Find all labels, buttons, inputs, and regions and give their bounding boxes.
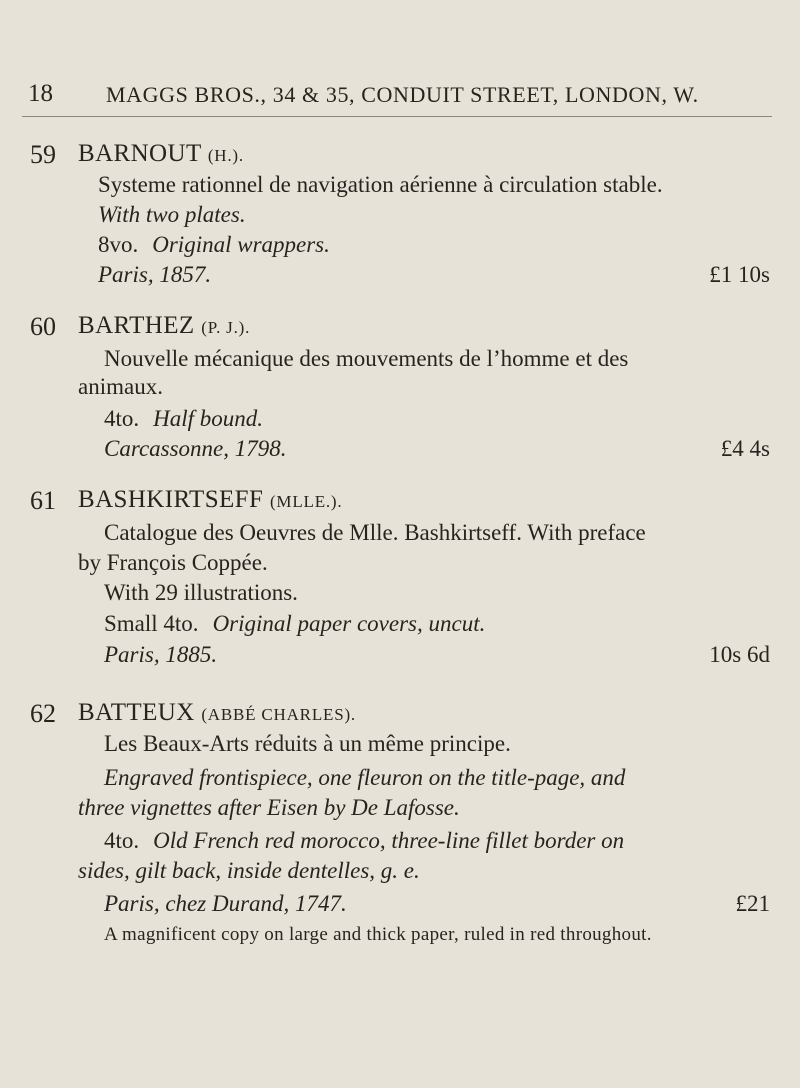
price: £1 10s xyxy=(709,262,770,287)
imprint: Paris, chez Durand, 1747. xyxy=(104,891,347,916)
author-qualifier: (P. J.). xyxy=(201,318,251,337)
imprint: Carcassonne, 1798. xyxy=(104,436,287,461)
description-line: Engraved frontispiece, one fleuron on the title-page, and xyxy=(104,765,626,790)
lot-number: 60 xyxy=(30,312,56,341)
lot-number: 61 xyxy=(30,486,56,515)
page-header xyxy=(28,80,768,114)
format: 4to. xyxy=(104,828,140,853)
header-rule xyxy=(22,116,772,117)
format: Small 4to. xyxy=(104,611,199,636)
imprint: Paris, 1885. xyxy=(104,642,218,667)
price: £21 xyxy=(735,891,770,916)
author-name xyxy=(78,699,356,727)
binding: Original paper covers, uncut. xyxy=(212,611,486,636)
title-line: Les Beaux-Arts réduits à un même principe. xyxy=(104,731,511,756)
title-line: Systeme rationnel de navigation aérienne à circulation stable. xyxy=(98,172,663,197)
format-binding-line xyxy=(104,611,485,637)
lot-number: 59 xyxy=(30,140,56,169)
title-line: Nouvelle mécanique des mouvements de l’homme et des xyxy=(104,346,629,371)
author-surname: BATTEUX xyxy=(78,699,195,726)
author-qualifier: (ABBÉ CHARLES). xyxy=(201,705,356,724)
format-binding-line xyxy=(98,232,330,258)
lot-number: 62 xyxy=(30,699,56,728)
author-surname: BARTHEZ xyxy=(78,312,195,339)
author-surname: BASHKIRTSEFF xyxy=(78,486,264,513)
author-name xyxy=(78,140,244,168)
author-qualifier: (H.). xyxy=(207,146,244,165)
format-binding-line xyxy=(104,406,263,432)
description-line: With two plates. xyxy=(98,202,246,227)
running-head: MAGGS BROS., 34 & 35, CONDUIT STREET, LONDON, W. xyxy=(106,82,699,107)
binding-continued: sides, gilt back, inside dentelles, g. e. xyxy=(78,858,420,883)
author-qualifier: (MLLE.). xyxy=(269,492,343,511)
copy-note: A magnificent copy on large and thick paper, ruled in red throughout. xyxy=(104,924,652,945)
binding: Old French red morocco, three-line fillet border on xyxy=(153,828,625,853)
binding: Original wrappers. xyxy=(152,232,330,257)
page-number: 18 xyxy=(28,80,53,107)
author-surname: BARNOUT xyxy=(78,140,202,167)
imprint: Paris, 1857. xyxy=(98,262,212,287)
description-line: With 29 illustrations. xyxy=(104,580,298,605)
price: 10s 6d xyxy=(709,642,770,667)
title-line: Catalogue des Oeuvres de Mlle. Bashkirtseff. With preface xyxy=(104,520,646,545)
format-binding-line xyxy=(104,828,624,854)
price: £4 4s xyxy=(720,436,770,461)
author-name xyxy=(78,486,342,514)
binding: Half bound. xyxy=(153,406,264,431)
format: 4to. xyxy=(104,406,140,431)
description-line: three vignettes after Eisen by De Lafosse. xyxy=(78,795,460,820)
author-name xyxy=(78,312,250,340)
format: 8vo. xyxy=(98,232,139,257)
title-line: animaux. xyxy=(78,374,163,399)
title-line: by François Coppée. xyxy=(78,550,268,575)
